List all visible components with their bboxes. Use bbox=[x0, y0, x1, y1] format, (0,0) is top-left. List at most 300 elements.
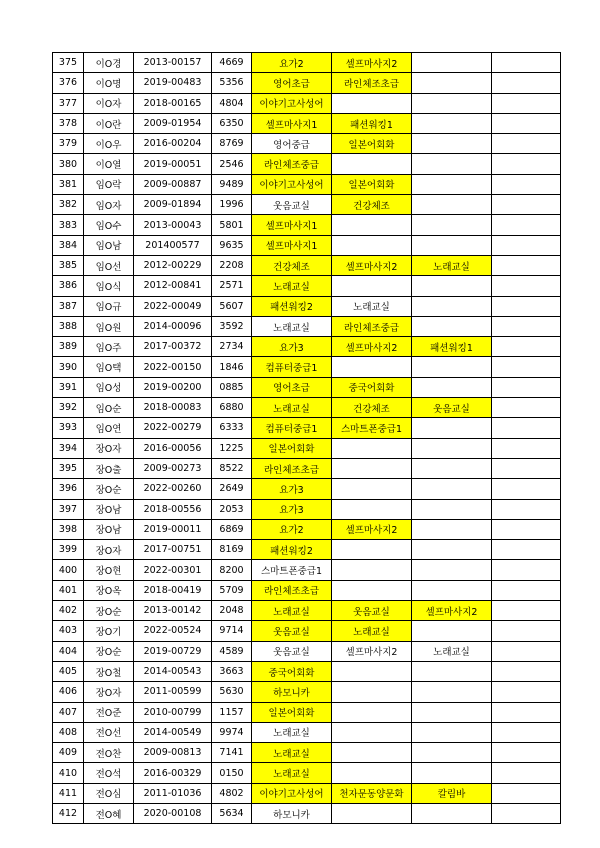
class-cell-2 bbox=[332, 235, 412, 255]
class-cell-2: 웃음교실 bbox=[332, 601, 412, 621]
class-cell-1: 노래교실 bbox=[252, 722, 332, 742]
member-id-cell: 2013-00142 bbox=[134, 601, 212, 621]
class-cell-1: 노래교실 bbox=[252, 743, 332, 763]
class-cell-3 bbox=[412, 316, 492, 336]
class-cell-3 bbox=[412, 296, 492, 316]
row-number-cell: 397 bbox=[53, 499, 84, 519]
class-cell-2 bbox=[332, 763, 412, 783]
class-cell-2 bbox=[332, 276, 412, 296]
member-name-cell: 임O순 bbox=[84, 398, 134, 418]
row-number-cell: 402 bbox=[53, 601, 84, 621]
table-row bbox=[53, 398, 561, 418]
row-number-cell: 406 bbox=[53, 682, 84, 702]
empty-cell bbox=[492, 743, 561, 763]
empty-cell bbox=[492, 438, 561, 458]
table-row bbox=[53, 540, 561, 560]
class-cell-3: 칼림바 bbox=[412, 783, 492, 803]
row-number-cell: 386 bbox=[53, 276, 84, 296]
table-row bbox=[53, 113, 561, 133]
empty-cell bbox=[492, 702, 561, 722]
class-cell-2 bbox=[332, 540, 412, 560]
table-row bbox=[53, 803, 561, 823]
class-cell-2: 노래교실 bbox=[332, 621, 412, 641]
member-name-cell: 장O자 bbox=[84, 682, 134, 702]
class-cell-3 bbox=[412, 73, 492, 93]
row-number-cell: 408 bbox=[53, 722, 84, 742]
table-row bbox=[53, 499, 561, 519]
class-cell-1: 라인체조초급 bbox=[252, 580, 332, 600]
table-row bbox=[53, 235, 561, 255]
empty-cell bbox=[492, 235, 561, 255]
table-row bbox=[53, 418, 561, 438]
member-code-cell: 5801 bbox=[212, 215, 252, 235]
table-row bbox=[53, 560, 561, 580]
member-id-cell: 2016-00329 bbox=[134, 763, 212, 783]
member-name-cell: 이O자 bbox=[84, 93, 134, 113]
member-name-cell: 전O선 bbox=[84, 722, 134, 742]
class-cell-1: 이야기고사성어 bbox=[252, 93, 332, 113]
table-row bbox=[53, 377, 561, 397]
table-row bbox=[53, 174, 561, 194]
member-code-cell: 5630 bbox=[212, 682, 252, 702]
empty-cell bbox=[492, 377, 561, 397]
class-cell-2 bbox=[332, 479, 412, 499]
class-cell-3 bbox=[412, 702, 492, 722]
table-row bbox=[53, 134, 561, 154]
empty-cell bbox=[492, 560, 561, 580]
member-code-cell: 3663 bbox=[212, 661, 252, 681]
empty-cell bbox=[492, 398, 561, 418]
member-id-cell: 2022-00301 bbox=[134, 560, 212, 580]
member-code-cell: 2734 bbox=[212, 337, 252, 357]
row-number-cell: 375 bbox=[53, 53, 84, 73]
class-cell-1: 하모니카 bbox=[252, 803, 332, 823]
row-number-cell: 403 bbox=[53, 621, 84, 641]
empty-cell bbox=[492, 276, 561, 296]
member-name-cell: 임O남 bbox=[84, 235, 134, 255]
member-code-cell: 9635 bbox=[212, 235, 252, 255]
row-number-cell: 407 bbox=[53, 702, 84, 722]
member-name-cell: 이O열 bbox=[84, 154, 134, 174]
class-cell-1: 이야기고사성어 bbox=[252, 783, 332, 803]
member-code-cell: 5356 bbox=[212, 73, 252, 93]
member-code-cell: 4802 bbox=[212, 783, 252, 803]
empty-cell bbox=[492, 580, 561, 600]
table-row bbox=[53, 702, 561, 722]
row-number-cell: 395 bbox=[53, 458, 84, 478]
member-name-cell: 임O택 bbox=[84, 357, 134, 377]
member-name-cell: 임O규 bbox=[84, 296, 134, 316]
table-row bbox=[53, 479, 561, 499]
member-name-cell: 임O선 bbox=[84, 255, 134, 275]
empty-cell bbox=[492, 499, 561, 519]
member-id-cell: 2018-00083 bbox=[134, 398, 212, 418]
row-number-cell: 390 bbox=[53, 357, 84, 377]
row-number-cell: 392 bbox=[53, 398, 84, 418]
table-row bbox=[53, 215, 561, 235]
member-name-cell: 장O옥 bbox=[84, 580, 134, 600]
class-cell-2: 셀프마사지2 bbox=[332, 53, 412, 73]
class-cell-2: 셀프마사지2 bbox=[332, 337, 412, 357]
empty-cell bbox=[492, 337, 561, 357]
class-cell-2 bbox=[332, 722, 412, 742]
class-cell-2 bbox=[332, 560, 412, 580]
class-cell-1: 셀프마사지1 bbox=[252, 235, 332, 255]
member-id-cell: 2014-00549 bbox=[134, 722, 212, 742]
class-cell-3 bbox=[412, 458, 492, 478]
table-row bbox=[53, 641, 561, 661]
member-name-cell: 장O순 bbox=[84, 641, 134, 661]
member-code-cell: 1225 bbox=[212, 438, 252, 458]
member-name-cell: 임O주 bbox=[84, 337, 134, 357]
table-row bbox=[53, 458, 561, 478]
member-name-cell: 장O순 bbox=[84, 479, 134, 499]
row-number-cell: 412 bbox=[53, 803, 84, 823]
member-code-cell: 9489 bbox=[212, 174, 252, 194]
table-row bbox=[53, 783, 561, 803]
table-row bbox=[53, 316, 561, 336]
class-cell-3 bbox=[412, 499, 492, 519]
class-cell-2: 건강체조 bbox=[332, 195, 412, 215]
table-row bbox=[53, 621, 561, 641]
member-id-cell: 2012-00841 bbox=[134, 276, 212, 296]
member-id-cell: 2009-01894 bbox=[134, 195, 212, 215]
empty-cell bbox=[492, 621, 561, 641]
class-cell-1: 노래교실 bbox=[252, 763, 332, 783]
class-cell-3 bbox=[412, 540, 492, 560]
class-cell-3 bbox=[412, 154, 492, 174]
class-cell-1: 영어초급 bbox=[252, 377, 332, 397]
member-name-cell: 장O남 bbox=[84, 499, 134, 519]
table-row bbox=[53, 661, 561, 681]
class-cell-3 bbox=[412, 438, 492, 458]
class-cell-3 bbox=[412, 560, 492, 580]
member-name-cell: 임O성 bbox=[84, 377, 134, 397]
class-cell-3 bbox=[412, 519, 492, 539]
class-cell-2 bbox=[332, 357, 412, 377]
class-cell-3: 노래교실 bbox=[412, 641, 492, 661]
member-id-cell: 2009-01954 bbox=[134, 113, 212, 133]
table-row bbox=[53, 763, 561, 783]
member-name-cell: 장O기 bbox=[84, 621, 134, 641]
class-cell-3 bbox=[412, 235, 492, 255]
member-code-cell: 3592 bbox=[212, 316, 252, 336]
row-number-cell: 391 bbox=[53, 377, 84, 397]
class-cell-3 bbox=[412, 195, 492, 215]
row-number-cell: 399 bbox=[53, 540, 84, 560]
member-code-cell: 4669 bbox=[212, 53, 252, 73]
member-id-cell: 2013-00157 bbox=[134, 53, 212, 73]
member-name-cell: 임O식 bbox=[84, 276, 134, 296]
member-id-cell: 2011-01036 bbox=[134, 783, 212, 803]
class-cell-1: 일본어회화 bbox=[252, 438, 332, 458]
member-id-cell: 2018-00556 bbox=[134, 499, 212, 519]
member-id-cell: 2019-00200 bbox=[134, 377, 212, 397]
empty-cell bbox=[492, 296, 561, 316]
table-row bbox=[53, 296, 561, 316]
member-name-cell: 이O경 bbox=[84, 53, 134, 73]
member-id-cell: 2012-00229 bbox=[134, 255, 212, 275]
empty-cell bbox=[492, 458, 561, 478]
member-code-cell: 4589 bbox=[212, 641, 252, 661]
table-row bbox=[53, 195, 561, 215]
member-name-cell: 임O연 bbox=[84, 418, 134, 438]
empty-cell bbox=[492, 215, 561, 235]
row-number-cell: 383 bbox=[53, 215, 84, 235]
class-cell-2: 일본어회화 bbox=[332, 174, 412, 194]
class-cell-2 bbox=[332, 438, 412, 458]
member-id-cell: 2018-00419 bbox=[134, 580, 212, 600]
member-code-cell: 2053 bbox=[212, 499, 252, 519]
class-cell-1: 셀프마사지1 bbox=[252, 215, 332, 235]
class-cell-1: 패션워킹2 bbox=[252, 540, 332, 560]
row-number-cell: 398 bbox=[53, 519, 84, 539]
class-cell-2 bbox=[332, 661, 412, 681]
member-id-cell: 2019-00483 bbox=[134, 73, 212, 93]
empty-cell bbox=[492, 134, 561, 154]
class-cell-2: 스마트폰중급1 bbox=[332, 418, 412, 438]
row-number-cell: 394 bbox=[53, 438, 84, 458]
class-cell-1: 요가2 bbox=[252, 519, 332, 539]
class-cell-2: 건강체조 bbox=[332, 398, 412, 418]
class-cell-2 bbox=[332, 702, 412, 722]
table-row bbox=[53, 438, 561, 458]
class-cell-1: 영어초급 bbox=[252, 73, 332, 93]
member-code-cell: 2546 bbox=[212, 154, 252, 174]
member-name-cell: 장O순 bbox=[84, 601, 134, 621]
table-row bbox=[53, 743, 561, 763]
class-cell-1: 건강체조 bbox=[252, 255, 332, 275]
member-code-cell: 9714 bbox=[212, 621, 252, 641]
class-cell-2: 셀프마사지2 bbox=[332, 641, 412, 661]
empty-cell bbox=[492, 255, 561, 275]
empty-cell bbox=[492, 803, 561, 823]
class-cell-1: 라인체조초급 bbox=[252, 458, 332, 478]
empty-cell bbox=[492, 722, 561, 742]
member-id-cell: 2010-00799 bbox=[134, 702, 212, 722]
class-cell-1: 웃음교실 bbox=[252, 621, 332, 641]
member-id-cell: 2014-00096 bbox=[134, 316, 212, 336]
class-cell-1: 컴퓨터중급1 bbox=[252, 418, 332, 438]
class-cell-2: 일본어회화 bbox=[332, 134, 412, 154]
class-cell-3 bbox=[412, 621, 492, 641]
member-id-cell: 2022-00150 bbox=[134, 357, 212, 377]
row-number-cell: 405 bbox=[53, 661, 84, 681]
class-cell-1: 라인체조중급 bbox=[252, 154, 332, 174]
member-id-cell: 2017-00751 bbox=[134, 540, 212, 560]
class-cell-3: 웃음교실 bbox=[412, 398, 492, 418]
class-cell-3 bbox=[412, 357, 492, 377]
member-name-cell: 전O심 bbox=[84, 783, 134, 803]
class-cell-2 bbox=[332, 93, 412, 113]
class-cell-3 bbox=[412, 93, 492, 113]
class-cell-2: 천자문동양문화 bbox=[332, 783, 412, 803]
member-id-cell: 2013-00043 bbox=[134, 215, 212, 235]
empty-cell bbox=[492, 73, 561, 93]
member-id-cell: 2018-00165 bbox=[134, 93, 212, 113]
table-row bbox=[53, 53, 561, 73]
member-id-cell: 2022-00524 bbox=[134, 621, 212, 641]
member-id-cell: 2022-00260 bbox=[134, 479, 212, 499]
member-id-cell: 2020-00108 bbox=[134, 803, 212, 823]
row-number-cell: 382 bbox=[53, 195, 84, 215]
class-cell-1: 요가2 bbox=[252, 53, 332, 73]
class-cell-1: 웃음교실 bbox=[252, 641, 332, 661]
empty-cell bbox=[492, 540, 561, 560]
table-row bbox=[53, 682, 561, 702]
class-cell-3: 패션워킹1 bbox=[412, 337, 492, 357]
row-number-cell: 393 bbox=[53, 418, 84, 438]
table-row bbox=[53, 519, 561, 539]
member-id-cell: 2016-00056 bbox=[134, 438, 212, 458]
empty-cell bbox=[492, 113, 561, 133]
class-cell-3 bbox=[412, 763, 492, 783]
class-cell-3 bbox=[412, 743, 492, 763]
class-cell-2 bbox=[332, 154, 412, 174]
class-cell-2: 패션워킹1 bbox=[332, 113, 412, 133]
class-cell-3 bbox=[412, 174, 492, 194]
class-cell-1: 중국어회화 bbox=[252, 661, 332, 681]
class-cell-1: 영어중급 bbox=[252, 134, 332, 154]
class-cell-1: 노래교실 bbox=[252, 601, 332, 621]
member-code-cell: 9974 bbox=[212, 722, 252, 742]
empty-cell bbox=[492, 763, 561, 783]
table-row bbox=[53, 73, 561, 93]
member-id-cell: 2017-00372 bbox=[134, 337, 212, 357]
row-number-cell: 388 bbox=[53, 316, 84, 336]
class-cell-1: 노래교실 bbox=[252, 398, 332, 418]
class-cell-3 bbox=[412, 479, 492, 499]
row-number-cell: 401 bbox=[53, 580, 84, 600]
member-id-cell: 2009-00813 bbox=[134, 743, 212, 763]
empty-cell bbox=[492, 93, 561, 113]
member-code-cell: 6869 bbox=[212, 519, 252, 539]
table-row bbox=[53, 580, 561, 600]
member-code-cell: 8522 bbox=[212, 458, 252, 478]
member-name-cell: 장O자 bbox=[84, 540, 134, 560]
class-cell-1: 컴퓨터중급1 bbox=[252, 357, 332, 377]
class-cell-3 bbox=[412, 215, 492, 235]
row-number-cell: 377 bbox=[53, 93, 84, 113]
member-name-cell: 이O우 bbox=[84, 134, 134, 154]
member-name-cell: 장O남 bbox=[84, 519, 134, 539]
member-id-cell: 2011-00599 bbox=[134, 682, 212, 702]
member-id-cell: 2014-00543 bbox=[134, 661, 212, 681]
member-id-cell: 2022-00049 bbox=[134, 296, 212, 316]
class-cell-1: 웃음교실 bbox=[252, 195, 332, 215]
member-name-cell: 임O락 bbox=[84, 174, 134, 194]
class-cell-1: 요가3 bbox=[252, 479, 332, 499]
class-cell-2 bbox=[332, 215, 412, 235]
row-number-cell: 381 bbox=[53, 174, 84, 194]
empty-cell bbox=[492, 174, 561, 194]
member-code-cell: 8769 bbox=[212, 134, 252, 154]
row-number-cell: 409 bbox=[53, 743, 84, 763]
member-id-cell: 2016-00204 bbox=[134, 134, 212, 154]
member-id-cell: 2019-00729 bbox=[134, 641, 212, 661]
member-name-cell: 임O자 bbox=[84, 195, 134, 215]
empty-cell bbox=[492, 53, 561, 73]
class-cell-3 bbox=[412, 113, 492, 133]
row-number-cell: 380 bbox=[53, 154, 84, 174]
class-cell-2 bbox=[332, 499, 412, 519]
table-row bbox=[53, 601, 561, 621]
class-cell-1: 이야기고사성어 bbox=[252, 174, 332, 194]
class-cell-2: 노래교실 bbox=[332, 296, 412, 316]
class-cell-3 bbox=[412, 722, 492, 742]
class-cell-1: 노래교실 bbox=[252, 276, 332, 296]
class-cell-1: 일본어회화 bbox=[252, 702, 332, 722]
member-name-cell: 장O철 bbox=[84, 661, 134, 681]
member-name-cell: 전O준 bbox=[84, 702, 134, 722]
row-number-cell: 378 bbox=[53, 113, 84, 133]
class-cell-2: 라인체조초급 bbox=[332, 73, 412, 93]
member-code-cell: 5709 bbox=[212, 580, 252, 600]
member-code-cell: 7141 bbox=[212, 743, 252, 763]
class-cell-2 bbox=[332, 458, 412, 478]
class-cell-1: 노래교실 bbox=[252, 316, 332, 336]
class-cell-1: 하모니카 bbox=[252, 682, 332, 702]
member-name-cell: 장O현 bbox=[84, 560, 134, 580]
class-cell-3 bbox=[412, 682, 492, 702]
member-code-cell: 2208 bbox=[212, 255, 252, 275]
class-cell-2: 라인체조중급 bbox=[332, 316, 412, 336]
class-cell-1: 셀프마사지1 bbox=[252, 113, 332, 133]
member-id-cell: 2009-00273 bbox=[134, 458, 212, 478]
table-row bbox=[53, 154, 561, 174]
empty-cell bbox=[492, 195, 561, 215]
member-code-cell: 4804 bbox=[212, 93, 252, 113]
row-number-cell: 396 bbox=[53, 479, 84, 499]
class-cell-1: 요가3 bbox=[252, 499, 332, 519]
class-cell-3: 노래교실 bbox=[412, 255, 492, 275]
member-name-cell: 이O란 bbox=[84, 113, 134, 133]
class-cell-3 bbox=[412, 53, 492, 73]
class-cell-3 bbox=[412, 276, 492, 296]
row-number-cell: 376 bbox=[53, 73, 84, 93]
row-number-cell: 404 bbox=[53, 641, 84, 661]
member-code-cell: 5607 bbox=[212, 296, 252, 316]
table-row bbox=[53, 276, 561, 296]
table-row bbox=[53, 722, 561, 742]
table-body bbox=[53, 53, 561, 824]
member-code-cell: 2649 bbox=[212, 479, 252, 499]
member-code-cell: 1846 bbox=[212, 357, 252, 377]
class-cell-3 bbox=[412, 377, 492, 397]
member-code-cell: 6880 bbox=[212, 398, 252, 418]
member-name-cell: 임O원 bbox=[84, 316, 134, 336]
class-cell-2: 셀프마사지2 bbox=[332, 255, 412, 275]
row-number-cell: 384 bbox=[53, 235, 84, 255]
class-cell-3 bbox=[412, 803, 492, 823]
member-code-cell: 1996 bbox=[212, 195, 252, 215]
empty-cell bbox=[492, 601, 561, 621]
empty-cell bbox=[492, 154, 561, 174]
class-cell-2 bbox=[332, 743, 412, 763]
class-cell-3 bbox=[412, 418, 492, 438]
table-row bbox=[53, 255, 561, 275]
class-cell-3 bbox=[412, 580, 492, 600]
class-cell-2 bbox=[332, 580, 412, 600]
member-name-cell: 장O출 bbox=[84, 458, 134, 478]
row-number-cell: 410 bbox=[53, 763, 84, 783]
empty-cell bbox=[492, 357, 561, 377]
empty-cell bbox=[492, 641, 561, 661]
member-code-cell: 5634 bbox=[212, 803, 252, 823]
class-cell-1: 스마트폰중급1 bbox=[252, 560, 332, 580]
row-number-cell: 411 bbox=[53, 783, 84, 803]
row-number-cell: 389 bbox=[53, 337, 84, 357]
